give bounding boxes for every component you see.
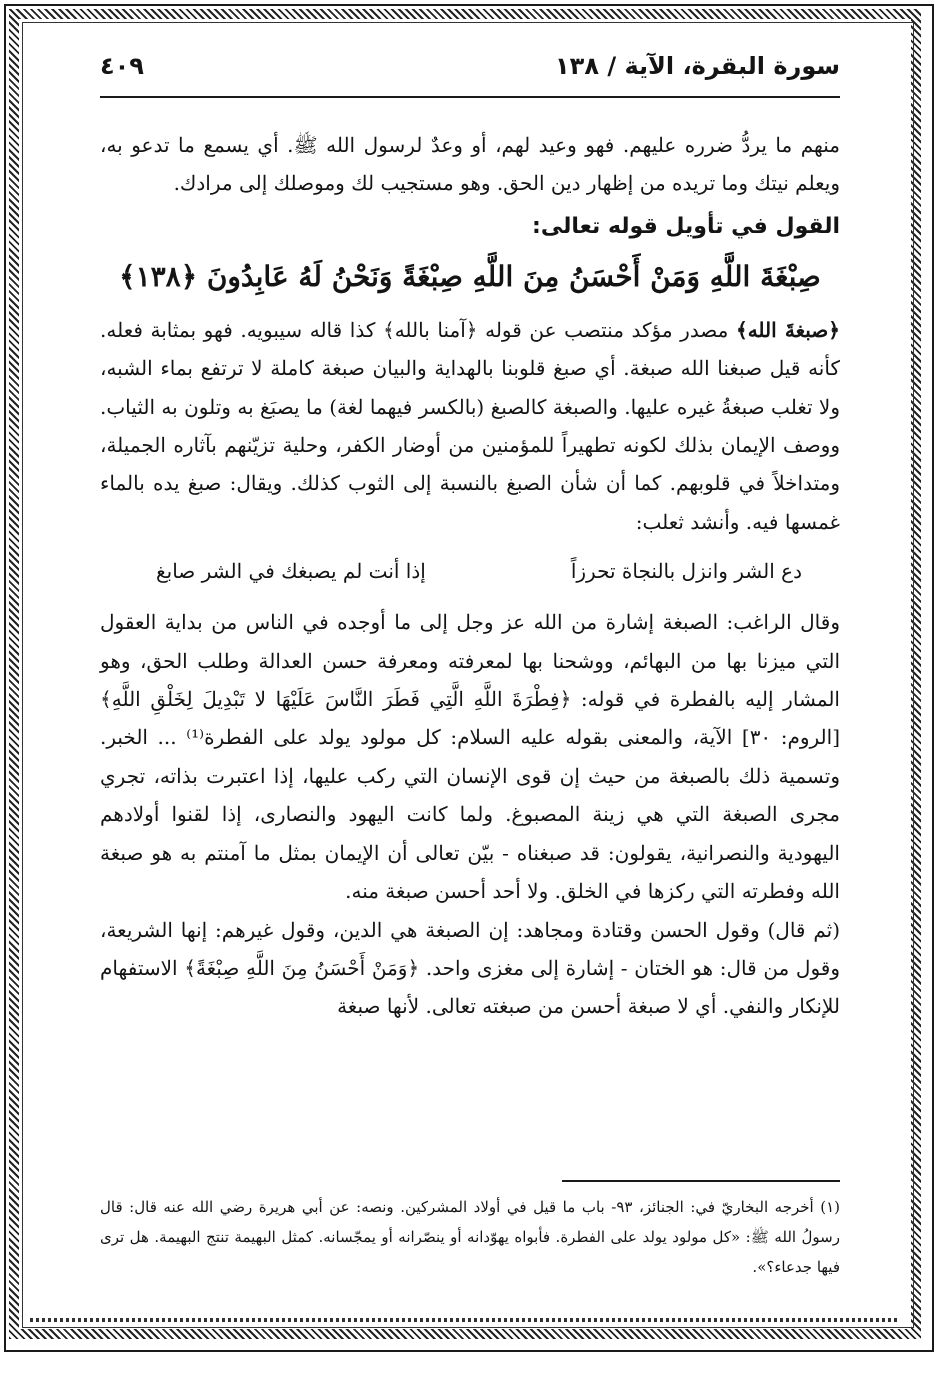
quoted-phrase: ﴿صبغةَ الله﴾ [735, 317, 840, 342]
paragraph-sibgha-text: مصدر مؤكد منتصب عن قوله ﴿آمنا بالله﴾ كذا قاله سيبويه. فهو بمثابة فعله. كأنه قيل صبغنا الله صبغة. أي صبغ قلوبنا بالهداية والبيان صبغة كاملة لا ترتفع بماء الشبه، ولا تغلب صبغةُ غيره عليها. والصبغة كالصبغ (بالكسر فيهما لغة) ما يصبَغ به وتلون به الثياب. ووصف الإيمان بذلك لكونه تطهيراً للمؤمنين من أوضار الكفر، وحلية تزيّنهم بآثاره الجميلة، ومتداخلاً في قلوبهم. كما أن شأن الصبغ بالنسبة إلى الثوب كذلك. ويقال: صبغ يده بالماء غمسها فيه. وأنشد ثعلب: [100, 317, 840, 534]
paragraph-sibgha [100, 311, 840, 541]
quran-verse: صِبْغَةَ اللَّهِ وَمَنْ أَحْسَنُ مِنَ اللَّهِ صِبْغَةً وَنَحْنُ لَهُ عَابِدُونَ ﴿١٣٨﴾ [119, 259, 821, 293]
main-text [100, 126, 840, 1026]
footnote-separator [562, 1180, 840, 1182]
footnote-text: (١) أخرجه البخاريّ في: الجنائز، ٩٣- باب ما قيل في أولاد المشركين. ونصه: عن أبي هريرة رضي الله عنه قال: قال رسولُ الله ﷺ: «كل مولود يولد على الفطرة. فأبواه يهوّدانه أو ينصّرانه أو يمجّسانه. كمثل البهيمة تنتج البهيمة. هل ترى فيها جدعاء؟». [100, 1198, 840, 1276]
paragraph-thumma: (ثم قال) وقول الحسن وقتادة ومجاهد: إن الصبغة هي الدين، وقول غيرهم: إنها الشريعة، وقول من قال: هو الختان - إشارة إلى مغزى واحد. ﴿وَمَنْ أَحْسَنُ مِنَ اللَّهِ صِبْغَةً﴾ الاستفهام للإنكار والنفي. أي لا صبغة أحسن من صبغته تعالى. لأنها صبغة [100, 917, 840, 1019]
book-page [100, 52, 840, 1312]
poem-verse [100, 553, 840, 589]
page-header [100, 52, 840, 98]
poem-hemistich-first: دع الشر وانزل بالنجاة تحرزاً [570, 559, 802, 584]
paragraph-intro: منهم ما يردُّ ضرره عليهم. فهو وعيد لهم، أو وعدٌ لرسول الله ﷺ. أي يسمع ما تدعو به، ويعلم نيتك وما تريده من إظهار دين الحق. وهو مستجيب لك وموصلك إلى مرادك. [100, 133, 840, 196]
poem-hemistich-second: إذا أنت لم يصبغك في الشر صابغ [156, 559, 426, 584]
paragraph-raghib: وقال الراغب: الصبغة إشارة من الله عز وجل إلى ما أوجده في الناس من بداية العقول التي ميزنا بها من البهائم، ووشحنا بها لمعرفته ومعرفة حسن العدالة وطلب الحق، وهو المشار إليه بالفطرة في قوله: ﴿فِطْرَةَ اللَّهِ الَّتِي فَطَرَ النَّاسَ عَلَيْهَا لا تَبْدِيلَ لِخَلْقِ اللَّهِ﴾ [الروم: ٣٠] الآية، والمعنى بقوله عليه السلام: كل مولود يولد على الفطرة⁽¹⁾ ... الخبر. وتسمية ذلك بالصبغة من حيث إن قوى الإنسان التي ركب عليها، إذا اعتبرت بذاته، تجري مجرى الصبغة التي هي زينة المصبوغ. ولما كانت اليهود والنصارى، إذا لقنوا أولادهم اليهودية والنصرانية، يقولون: قد صبغناه - بيّن تعالى أن الإيمان بمثل ما آمنتم به هو صبغة الله وفطرته التي ركزها في الخلق. ولا أحد أحسن صبغة منه. [100, 610, 841, 904]
bottom-ornament-rule [30, 1318, 900, 1322]
running-title: سورة البقرة، الآية / ١٣٨ [555, 52, 840, 80]
page-number: ٤٠٩ [100, 52, 144, 80]
footnote [100, 1192, 840, 1282]
section-heading: القول في تأويل قوله تعالى: [532, 213, 840, 239]
